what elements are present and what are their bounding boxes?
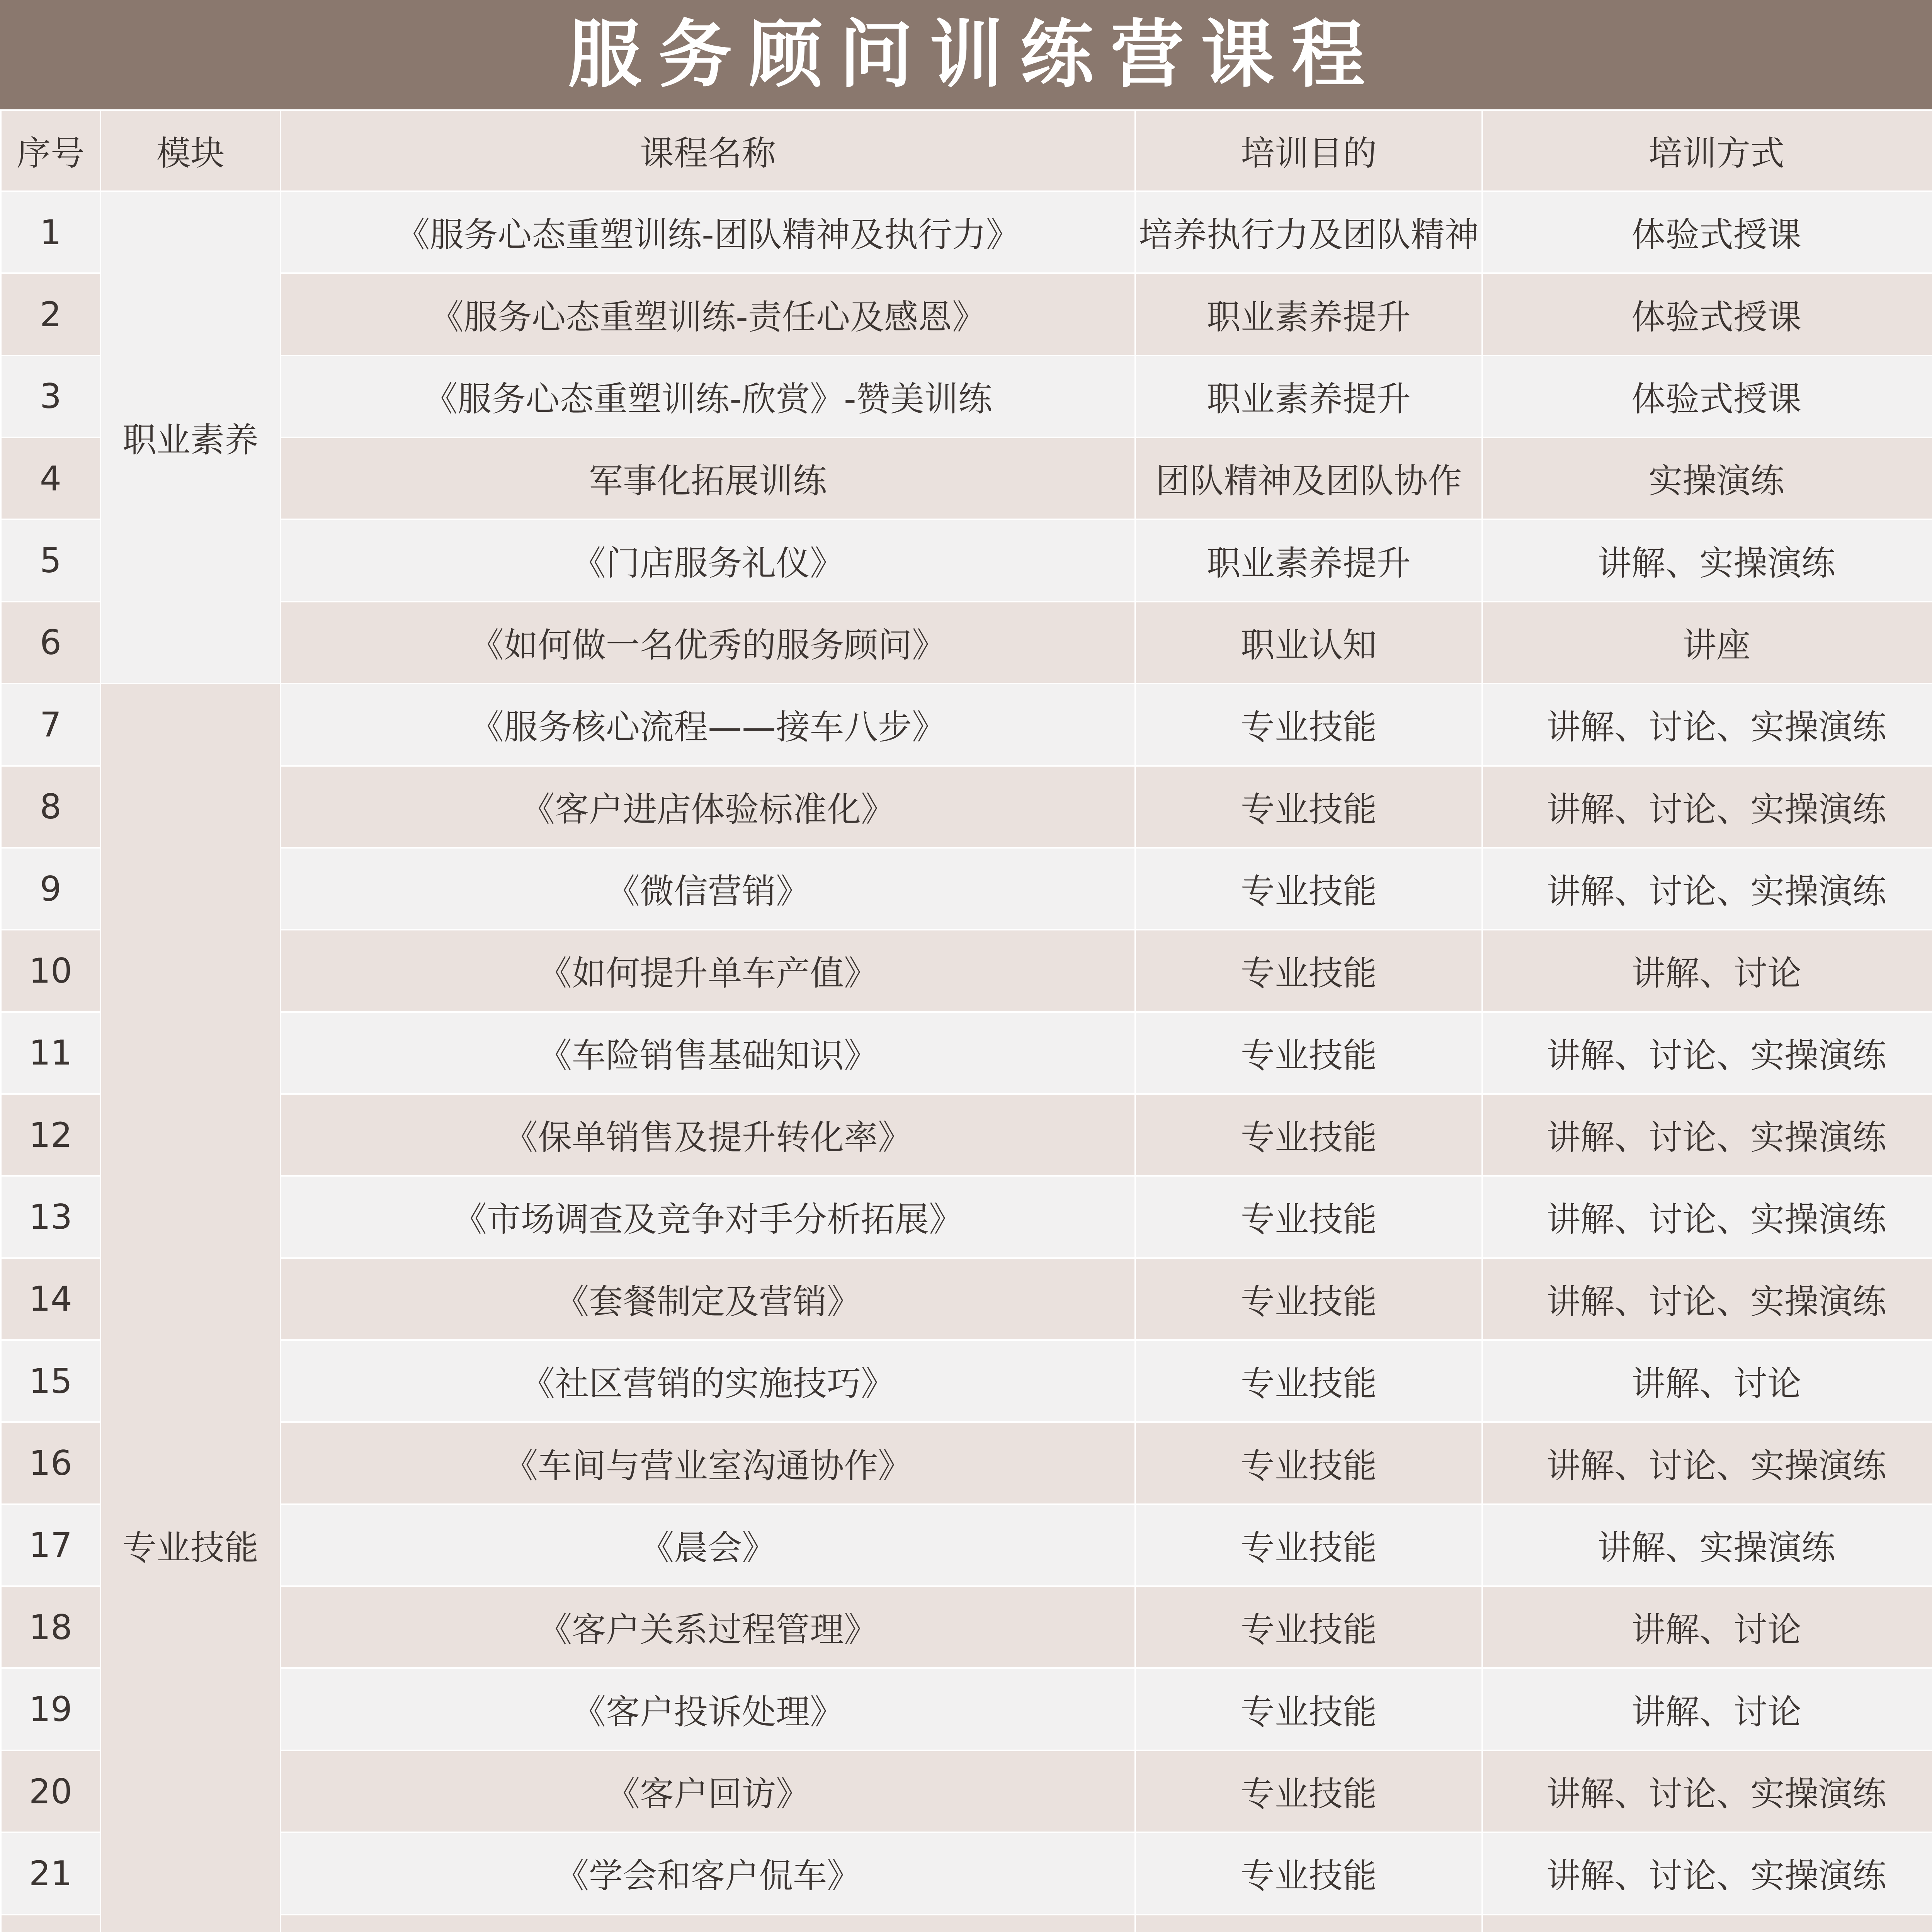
course-goal: 专业技能 — [1135, 1012, 1482, 1094]
course-method: 讲解、讨论、实操演练 — [1482, 684, 1932, 765]
course-name: 《如何做一名优秀的服务顾问》 — [281, 602, 1135, 684]
course-table — [0, 109, 1932, 1932]
course-method: 讲解、讨论、实操演练 — [1482, 1012, 1932, 1094]
course-method: 讲解、讨论 — [1482, 1668, 1932, 1750]
course-no: 17 — [1, 1504, 100, 1586]
table-row — [1, 1668, 1932, 1750]
course-method: 讲解、讨论、实操演练 — [1482, 848, 1932, 930]
course-method: 讲解、实操演练 — [1482, 519, 1932, 601]
course-name — [281, 1915, 1135, 1932]
course-goal: 专业技能 — [1135, 1176, 1482, 1258]
course-goal: 培养执行力及团队精神 — [1135, 191, 1482, 273]
header-no: 序号 — [1, 110, 100, 191]
table-row — [1, 191, 1932, 273]
course-no: 3 — [1, 355, 100, 437]
course-no: 12 — [1, 1094, 100, 1176]
table-row — [1, 1915, 1932, 1932]
course-goal — [1135, 1915, 1482, 1932]
course-name: 《门店服务礼仪》 — [281, 519, 1135, 601]
course-no: 19 — [1, 1668, 100, 1750]
table-row — [1, 1832, 1932, 1914]
course-no: 6 — [1, 602, 100, 684]
course-no — [1, 1915, 100, 1932]
course-no: 13 — [1, 1176, 100, 1258]
course-no: 11 — [1, 1012, 100, 1094]
table-row — [1, 519, 1932, 601]
course-name: 《社区营销的实施技巧》 — [281, 1340, 1135, 1422]
table-row — [1, 930, 1932, 1012]
title-banner — [0, 0, 1932, 109]
course-method: 讲解、讨论、实操演练 — [1482, 766, 1932, 848]
course-goal: 职业素养提升 — [1135, 273, 1482, 355]
course-method: 讲解、讨论 — [1482, 1586, 1932, 1668]
course-method: 体验式授课 — [1482, 191, 1932, 273]
course-goal: 职业素养提升 — [1135, 519, 1482, 601]
header-goal: 培训目的 — [1135, 110, 1482, 191]
course-goal: 专业技能 — [1135, 684, 1482, 765]
course-goal: 职业认知 — [1135, 602, 1482, 684]
course-goal: 专业技能 — [1135, 848, 1482, 930]
course-no: 18 — [1, 1586, 100, 1668]
course-no: 8 — [1, 766, 100, 848]
course-method: 体验式授课 — [1482, 273, 1932, 355]
table-row — [1, 602, 1932, 684]
course-name: 《服务心态重塑训练-责任心及感恩》 — [281, 273, 1135, 355]
course-method: 讲解、讨论、实操演练 — [1482, 1422, 1932, 1504]
header-row — [1, 110, 1932, 191]
course-goal: 专业技能 — [1135, 930, 1482, 1012]
table-row — [1, 1422, 1932, 1504]
course-method: 讲解、讨论、实操演练 — [1482, 1176, 1932, 1258]
course-name: 《车险销售基础知识》 — [281, 1012, 1135, 1094]
course-no: 14 — [1, 1258, 100, 1340]
course-goal: 专业技能 — [1135, 1750, 1482, 1832]
header-name: 课程名称 — [281, 110, 1135, 191]
course-no: 15 — [1, 1340, 100, 1422]
page-title: 服务顾问训练营课程 — [568, 12, 1382, 97]
course-method: 讲解、讨论、实操演练 — [1482, 1094, 1932, 1176]
course-method: 体验式授课 — [1482, 355, 1932, 437]
table-row — [1, 766, 1932, 848]
course-no: 21 — [1, 1832, 100, 1914]
course-no: 20 — [1, 1750, 100, 1832]
course-no: 2 — [1, 273, 100, 355]
table-row — [1, 273, 1932, 355]
course-method: 讲解、讨论 — [1482, 1340, 1932, 1422]
header-module: 模块 — [100, 110, 281, 191]
course-body — [1, 191, 1932, 1932]
course-name: 《客户回访》 — [281, 1750, 1135, 1832]
table-row — [1, 355, 1932, 437]
course-goal: 专业技能 — [1135, 1586, 1482, 1668]
table-row — [1, 684, 1932, 765]
course-goal: 职业素养提升 — [1135, 355, 1482, 437]
table-row — [1, 848, 1932, 930]
course-method — [1482, 1915, 1932, 1932]
course-goal: 专业技能 — [1135, 1832, 1482, 1914]
course-name: 《晨会》 — [281, 1504, 1135, 1586]
module-cell: 职业素养 — [100, 191, 281, 684]
course-goal: 团队精神及团队协作 — [1135, 437, 1482, 519]
course-method: 讲解、讨论 — [1482, 930, 1932, 1012]
course-method: 讲解、讨论、实操演练 — [1482, 1832, 1932, 1914]
course-method: 讲解、讨论、实操演练 — [1482, 1258, 1932, 1340]
table-row — [1, 1094, 1932, 1176]
course-goal: 专业技能 — [1135, 1340, 1482, 1422]
course-name: 军事化拓展训练 — [281, 437, 1135, 519]
table-row — [1, 1012, 1932, 1094]
course-method: 讲座 — [1482, 602, 1932, 684]
course-goal: 专业技能 — [1135, 766, 1482, 848]
course-goal: 专业技能 — [1135, 1422, 1482, 1504]
header-method: 培训方式 — [1482, 110, 1932, 191]
course-name: 《学会和客户侃车》 — [281, 1832, 1135, 1914]
course-no: 4 — [1, 437, 100, 519]
table-row — [1, 1586, 1932, 1668]
course-method: 讲解、实操演练 — [1482, 1504, 1932, 1586]
course-name: 《客户关系过程管理》 — [281, 1586, 1135, 1668]
course-goal: 专业技能 — [1135, 1094, 1482, 1176]
course-no: 9 — [1, 848, 100, 930]
course-name: 《市场调查及竞争对手分析拓展》 — [281, 1176, 1135, 1258]
course-goal: 专业技能 — [1135, 1504, 1482, 1586]
table-row — [1, 1504, 1932, 1586]
course-no: 10 — [1, 930, 100, 1012]
table-row — [1, 1340, 1932, 1422]
module-cell: 专业技能 — [100, 684, 281, 1932]
course-name: 《客户进店体验标准化》 — [281, 766, 1135, 848]
course-name: 《保单销售及提升转化率》 — [281, 1094, 1135, 1176]
course-method: 实操演练 — [1482, 437, 1932, 519]
course-name: 《车间与营业室沟通协作》 — [281, 1422, 1135, 1504]
course-name: 《服务心态重塑训练-团队精神及执行力》 — [281, 191, 1135, 273]
course-name: 《服务心态重塑训练-欣赏》-赞美训练 — [281, 355, 1135, 437]
table-row — [1, 1750, 1932, 1832]
course-name: 《微信营销》 — [281, 848, 1135, 930]
course-no: 16 — [1, 1422, 100, 1504]
table-row — [1, 1258, 1932, 1340]
course-no: 5 — [1, 519, 100, 601]
course-name: 《客户投诉处理》 — [281, 1668, 1135, 1750]
course-method: 讲解、讨论、实操演练 — [1482, 1750, 1932, 1832]
course-name: 《如何提升单车产值》 — [281, 930, 1135, 1012]
table-row — [1, 437, 1932, 519]
table-row — [1, 1176, 1932, 1258]
course-goal: 专业技能 — [1135, 1258, 1482, 1340]
course-no: 7 — [1, 684, 100, 765]
course-name: 《套餐制定及营销》 — [281, 1258, 1135, 1340]
course-no: 1 — [1, 191, 100, 273]
course-name: 《服务核心流程——接车八步》 — [281, 684, 1135, 765]
course-goal: 专业技能 — [1135, 1668, 1482, 1750]
